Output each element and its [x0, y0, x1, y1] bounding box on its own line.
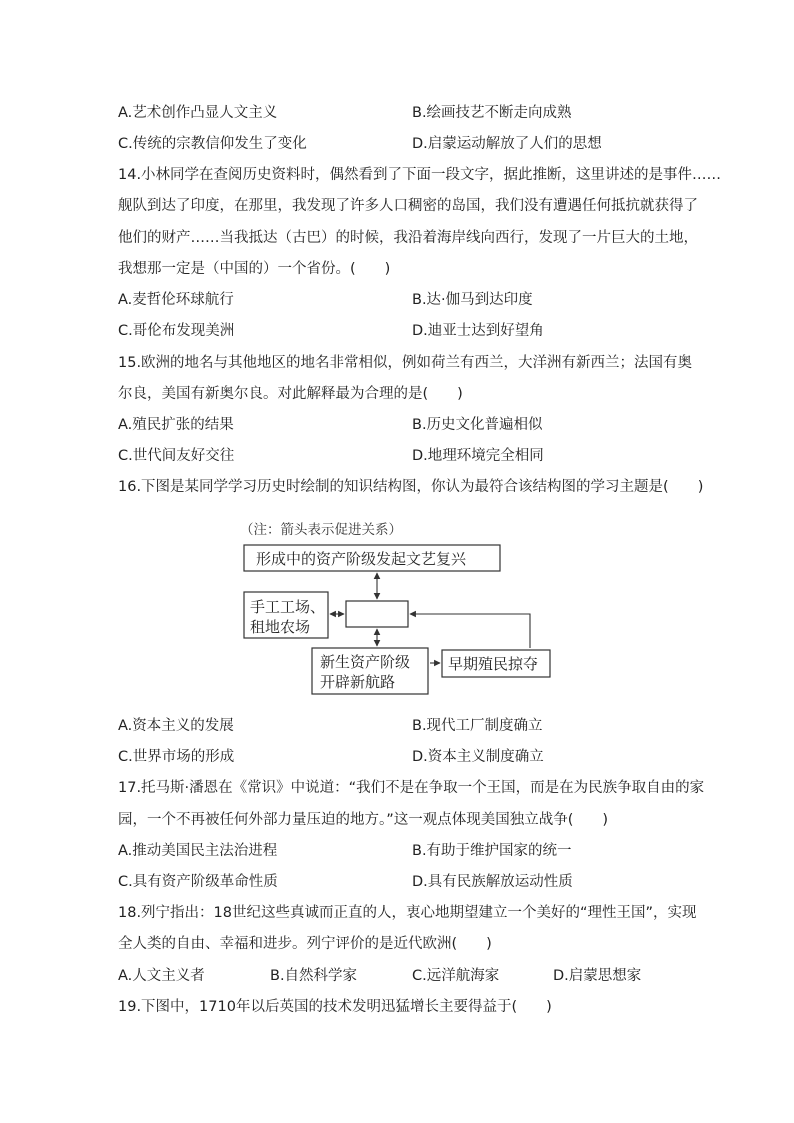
q13-option-b[interactable]: B.绘画技艺不断走向成熟: [412, 105, 572, 121]
q18-option-c[interactable]: C.远洋航海家: [412, 968, 500, 984]
q15-option-d[interactable]: D.地理环境完全相同: [412, 448, 544, 464]
q14-stem-line-3: 他们的财产……当我抵达（古巴）的时候，我沿着海岸线向西行，发现了一片巨大的土地，: [118, 230, 698, 246]
q14-stem-line-1: 14.小林同学在查阅历史资料时，偶然看到了下面一段文字，据此推断，这里讲述的是事件……: [118, 167, 722, 183]
q14-option-c[interactable]: C.哥伦布发现美洲: [118, 323, 235, 339]
q17-stem-line-2: 园，一个不再被任何外部力量压迫的地方。”这一观点体现美国独立战争( ): [118, 812, 609, 828]
knowledge-structure-diagram: [228, 515, 558, 700]
q15-option-a[interactable]: A.殖民扩张的结果: [118, 417, 234, 433]
q18-option-d[interactable]: D.启蒙思想家: [553, 968, 642, 984]
q16-stem-line-1: 16.下图是某同学学习历史时绘制的知识结构图，你认为最符合该结构图的学习主题是( ): [118, 479, 704, 495]
q18-option-b[interactable]: B.自然科学家: [270, 968, 358, 984]
bottom-box-line-2: 开辟新航路: [320, 673, 396, 691]
left-box-line-2: 租地农场: [250, 618, 311, 636]
q16-option-d[interactable]: D.资本主义制度确立: [412, 749, 544, 765]
q18-option-a[interactable]: A.人文主义者: [118, 968, 205, 984]
q17-option-d[interactable]: D.具有民族解放运动性质: [412, 874, 573, 890]
q16-option-a[interactable]: A.资本主义的发展: [118, 718, 234, 734]
q13-option-c[interactable]: C.传统的宗教信仰发生了变化: [118, 136, 307, 152]
top-box-label: 形成中的资产阶级发起文艺复兴: [256, 550, 467, 568]
q18-stem-line-2: 全人类的自由、幸福和进步。列宁评价的是近代欧洲( ): [118, 936, 492, 952]
q16-option-c[interactable]: C.世界市场的形成: [118, 749, 235, 765]
q14-stem-line-2: 舰队到达了印度，在那里，我发现了许多人口稠密的岛国，我们没有遭遇任何抵抗就获得了: [118, 198, 698, 214]
left-box-line-1: 手工工场、: [250, 598, 326, 616]
q15-stem-line-1: 15.欧洲的地名与其他地区的地名非常相似，例如荷兰有西兰，大洋洲有新西兰；法国有奥: [118, 355, 693, 371]
q17-option-c[interactable]: C.具有资产阶级革命性质: [118, 874, 278, 890]
q14-option-a[interactable]: A.麦哲伦环球航行: [118, 292, 234, 308]
q13-option-d[interactable]: D.启蒙运动解放了人们的思想: [412, 136, 602, 152]
q17-stem-line-1: 17.托马斯·潘恩在《常识》中说道：“我们不是在争取一个王国，而是在为民族争取自由的家: [118, 780, 705, 796]
bottom-box-line-1: 新生资产阶级: [320, 653, 411, 671]
center-blank-box: [346, 601, 408, 627]
q13-option-a[interactable]: A.艺术创作凸显人文主义: [118, 105, 278, 121]
q16-option-b[interactable]: B.现代工厂制度确立: [412, 718, 543, 734]
q14-option-d[interactable]: D.迪亚士达到好望角: [412, 323, 544, 339]
arrow-right-center: [410, 614, 530, 648]
q19-stem-line-1: 19.下图中，1710年以后英国的技术发明迅猛增长主要得益于( ): [118, 999, 552, 1015]
q17-option-b[interactable]: B.有助于维护国家的统一: [412, 843, 572, 859]
q18-stem-line-1: 18.列宁指出：18世纪这些真诚而正直的人，衷心地期望建立一个美好的“理性王国”，实现: [118, 905, 697, 921]
q17-option-a[interactable]: A.推动美国民主法治进程: [118, 843, 278, 859]
q14-option-b[interactable]: B.达·伽马到达印度: [412, 292, 533, 308]
diagram-note: （注：箭头表示促进关系）: [240, 522, 402, 538]
q15-option-b[interactable]: B.历史文化普遍相似: [412, 417, 543, 433]
q15-stem-line-2: 尔良，美国有新奥尔良。对此解释最为合理的是( ): [118, 386, 463, 402]
q15-option-c[interactable]: C.世代间友好交往: [118, 448, 235, 464]
q14-stem-line-4: 我想那一定是（中国的）一个省份。( ): [118, 261, 391, 277]
right-box-label: 早期殖民掠夺: [448, 655, 539, 673]
